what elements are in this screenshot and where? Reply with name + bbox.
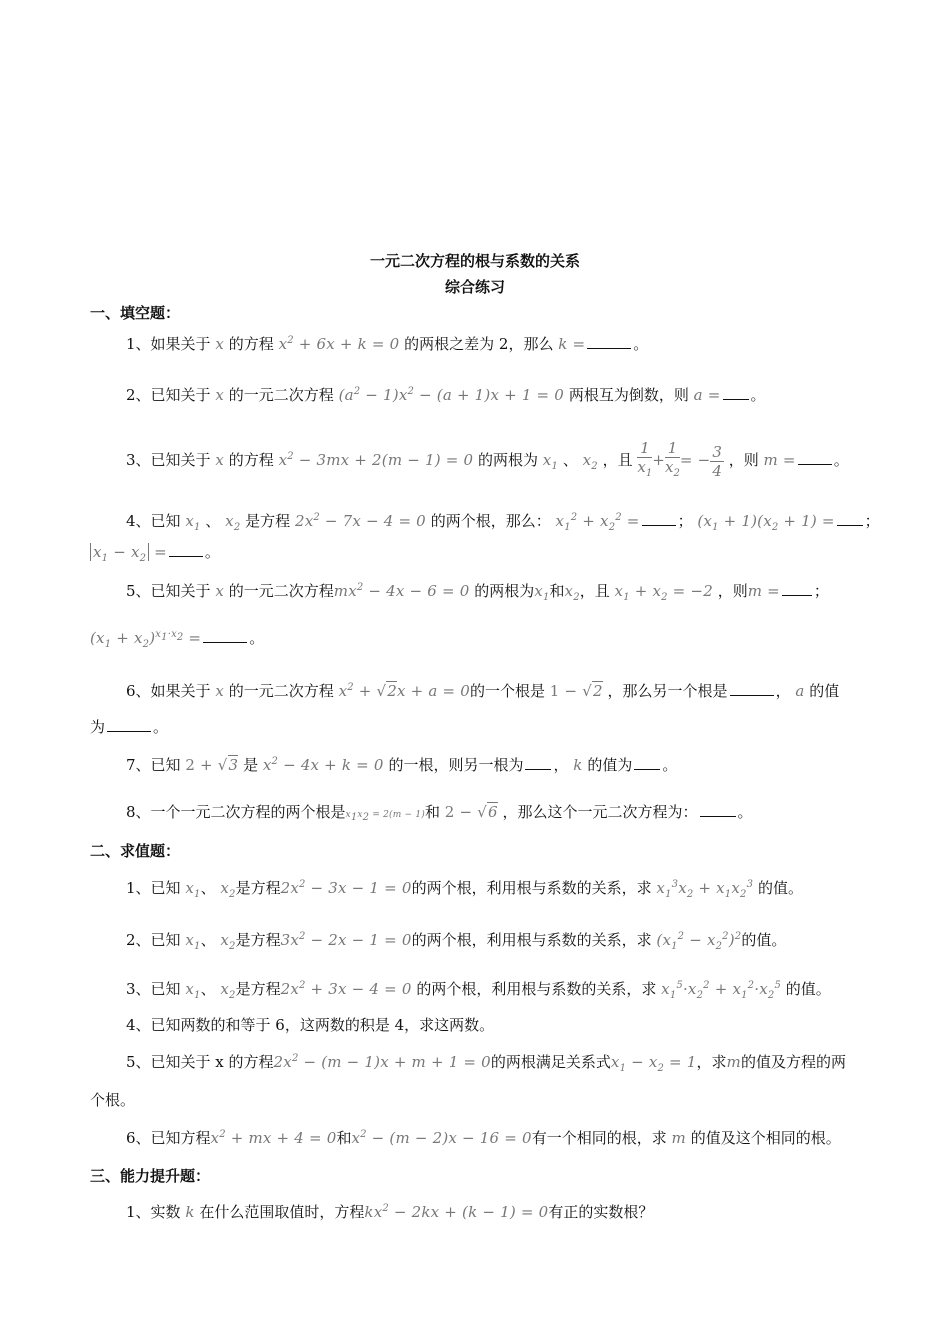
math-equation: $x_1 - x_2 = 1$ bbox=[610, 1053, 697, 1074]
math-expression: 1 − √2 bbox=[549, 682, 603, 700]
question-1-6: 6、如果关于 x 的一元二次方程 $x^2 + √2x + a = 0$的一个根是 1 − √2 ，那么另一个根是 ， a 的值 bbox=[126, 682, 840, 700]
math-equation: $(a^2 - 1)x^2 - (a + 1)x + 1 = 0$ bbox=[338, 386, 565, 404]
math-equation: $x^2 + 6x + k = 0$ bbox=[278, 335, 400, 353]
math-equation: $kx^2 - 2kx + (k - 1) = 0$ bbox=[364, 1203, 549, 1221]
answer-blank[interactable] bbox=[169, 542, 203, 557]
answer-blank[interactable] bbox=[723, 385, 749, 400]
answer-blank[interactable] bbox=[730, 681, 774, 696]
math-var: k = bbox=[558, 335, 586, 353]
math-var: x bbox=[215, 386, 224, 404]
question-2-1: 1、已知 $x_1$、 $x_2$是方程$2x^2 - 3x - 1 = 0$的两个根，利用根与系数的关系，求 $x_1^3x_2 + x_1x_2^3$ 的值。 bbox=[126, 879, 803, 900]
math-equation: $x^2 - 4x + k = 0$ bbox=[262, 756, 384, 774]
math-equation: $2x^2 - 3x - 1 = 0$ bbox=[280, 879, 412, 897]
question-1-1: 1、如果关于 x 的方程 $x^2 + 6x + k = 0$ 的两根之差为 2，那么 k = 。 bbox=[126, 335, 649, 353]
math-var: k bbox=[573, 756, 583, 774]
math-expression: 2 + √3 bbox=[185, 756, 239, 774]
math-equation: $mx^2 - 4x - 6 = 0$ bbox=[333, 582, 470, 600]
answer-blank[interactable] bbox=[700, 802, 736, 817]
question-1-7: 7、已知 2 + √3 是 $x^2 - 4x + k = 0$ 的一根，则另一根为 ， k 的值为 。 bbox=[126, 756, 678, 774]
math-equation: $x_1 + x_2 = -2$ bbox=[614, 582, 713, 603]
math-equation: $2x^2 - (m - 1)x + m + 1 = 0$ bbox=[273, 1053, 491, 1071]
math-var: m = bbox=[763, 451, 796, 469]
math-var: $x_1$ bbox=[185, 931, 201, 952]
math-fraction: $\frac{1}{x_1}$ bbox=[637, 439, 653, 479]
math-equation: $x^2 + √2x + a = 0$ bbox=[338, 682, 470, 700]
question-2-5: 5、已知关于 x 的方程$2x^2 - (m - 1)x + m + 1 = 0$的两根满足关系式$x_1 - x_2 = 1$，求m的值及方程的两 bbox=[126, 1053, 846, 1074]
math-var: $x_2$ bbox=[220, 879, 236, 900]
answer-blank[interactable] bbox=[107, 717, 151, 732]
section-heading-evaluate: 二、求值题： bbox=[90, 842, 181, 860]
math-var: k bbox=[185, 1203, 195, 1221]
math-var: $x_1$ bbox=[534, 582, 550, 603]
answer-blank[interactable] bbox=[642, 511, 676, 526]
answer-blank[interactable] bbox=[634, 755, 660, 770]
math-var: a bbox=[795, 682, 805, 700]
math-expression: $(x_1 + 1)(x_2 + 1)$ = bbox=[697, 512, 835, 533]
question-2-2: 2、已知 $x_1$、 $x_2$是方程$3x^2 - 2x - 1 = 0$的两个根，利用根与系数的关系，求 $(x_1^2 - x_2^2)^2$的值。 bbox=[126, 931, 787, 952]
answer-blank[interactable] bbox=[587, 334, 631, 349]
math-var: x bbox=[215, 451, 224, 469]
math-equation: $2x^2 - 7x - 4 = 0$ bbox=[294, 512, 426, 530]
math-var: m = bbox=[747, 582, 780, 600]
answer-blank[interactable] bbox=[837, 511, 863, 526]
question-3-1: 1、实数 k 在什么范围取值时，方程$kx^2 - 2kx + (k - 1) = 0$有正的实数根？ bbox=[126, 1203, 654, 1221]
math-var: $x_2$ bbox=[220, 980, 236, 1001]
question-2-3: 3、已知 $x_1$、 $x_2$是方程$2x^2 + 3x - 4 = 0$ 的两个根，利用根与系数的关系，求 $x_1^5\cdot x_2^2 + x_1^2\cdot x_2^5$ 的值。 bbox=[126, 980, 831, 1001]
math-expression: $x_1^2 + x_2^2$ = bbox=[555, 512, 640, 533]
question-1-4: 4、已知 $x_1$ 、 $x_2$ 是方程 $2x^2 - 7x - 4 = 0$ 的两个根，那么： $x_1^2 + x_2^2$ = ； $(x_1 + 1)(x_2 + 1)$ = ； bbox=[126, 512, 880, 533]
document-subtitle: 综合练习 bbox=[444, 278, 505, 296]
math-expression: $(x_1 + x_2)^{x_1\cdot x_2}$ = bbox=[90, 629, 202, 650]
document-title: 一元二次方程的根与系数的关系 bbox=[369, 252, 580, 270]
answer-blank[interactable] bbox=[203, 628, 247, 643]
section-heading-fill-in: 一、填空题： bbox=[90, 304, 181, 322]
math-var: x bbox=[215, 582, 224, 600]
math-var: $x_2$ bbox=[582, 451, 598, 472]
math-var: $x_2$ bbox=[225, 512, 241, 533]
math-var: $x_1$ bbox=[185, 512, 201, 533]
math-var: $x_2$ bbox=[564, 582, 580, 603]
question-1-8: 8、一个一元二次方程的两个根是$x_1x_2 = 2(m - 1)$和 2 − √6 ，那么这个一元二次方程为： 。 bbox=[126, 803, 753, 823]
math-expression: $(x_1^2 - x_2^2)^2$ bbox=[656, 931, 742, 952]
math-var: a = bbox=[693, 386, 721, 404]
math-equation: $x^2 - 3mx + 2(m - 1) = 0$ bbox=[278, 451, 474, 469]
math-fraction: $\frac{3}{4}$ bbox=[712, 442, 722, 480]
math-equation: $x^2$ + mx + 4 = 0 bbox=[210, 1129, 337, 1147]
question-1-6-cont: 为 。 bbox=[90, 718, 169, 736]
answer-blank[interactable] bbox=[782, 581, 812, 596]
math-var: m bbox=[671, 1129, 686, 1147]
section-heading-ability: 三、能力提升题： bbox=[90, 1167, 211, 1185]
math-var: m bbox=[726, 1053, 741, 1071]
math-var: x bbox=[215, 682, 224, 700]
question-2-4: 4、已知两数的和等于 6，这两数的积是 4，求这两数。 bbox=[126, 1016, 495, 1034]
math-equation: $2x^2 + 3x - 4 = 0$ bbox=[280, 980, 412, 998]
question-2-6: 6、已知方程$x^2$ + mx + 4 = 0和$x^2 - (m - 2)x - 16 = 0$有一个相同的根，求 m 的值及这个相同的根。 bbox=[126, 1129, 841, 1147]
question-1-3: 3、已知关于 x 的方程 $x^2 - 3mx + 2(m - 1) = 0$ 的两根为 $x_1$ 、 $x_2$ ，且 $\frac{1}{x_1}$ + $\frac{1}{x_2}$ = − $\frac{3}{4}$ ，则 m = 。 bbox=[126, 424, 849, 500]
math-var: $x_1$ bbox=[185, 879, 201, 900]
question-2-5-cont: 个根。 bbox=[90, 1091, 136, 1109]
math-var: x bbox=[215, 335, 224, 353]
math-var: $x_1$ bbox=[542, 451, 559, 472]
question-1-5: 5、已知关于 x 的一元二次方程$mx^2 - 4x - 6 = 0$ 的两根为$x_1$和$x_2$，且 $x_1 + x_2 = -2$ ，则m = ； bbox=[126, 582, 829, 603]
math-fraction: $\frac{1}{x_2}$ bbox=[665, 439, 680, 479]
math-var: $x_1$ bbox=[185, 980, 201, 1001]
question-1-5-cont: $(x_1 + x_2)^{x_1\cdot x_2}$ = 。 bbox=[90, 629, 265, 650]
question-1-4-cont: $x_1 - x_2$ = 。 bbox=[90, 541, 220, 570]
math-expression-small: $x_1x_2 = 2(m - 1)$ bbox=[345, 810, 425, 823]
math-equation: $3x^2 - 2x - 1 = 0$ bbox=[280, 931, 412, 949]
question-1-2: 2、已知关于 x 的一元二次方程 $(a^2 - 1)x^2 - (a + 1)x + 1 = 0$ 两根互为倒数，则 a = 。 bbox=[126, 386, 766, 404]
math-var: $x_2$ bbox=[220, 931, 236, 952]
answer-blank[interactable] bbox=[525, 755, 551, 770]
math-equation: $x^2 - (m - 2)x - 16 = 0$ bbox=[351, 1129, 532, 1147]
math-expression: $x_1 - x_2$ = bbox=[90, 543, 167, 561]
math-expression: 2 − √6 bbox=[444, 803, 498, 821]
math-expression: $x_1^5\cdot x_2^2 + x_1^2\cdot x_2^5$ bbox=[661, 980, 781, 1001]
answer-blank[interactable] bbox=[798, 450, 832, 465]
math-expression: $x_1^3x_2 + x_1x_2^3$ bbox=[656, 879, 754, 900]
